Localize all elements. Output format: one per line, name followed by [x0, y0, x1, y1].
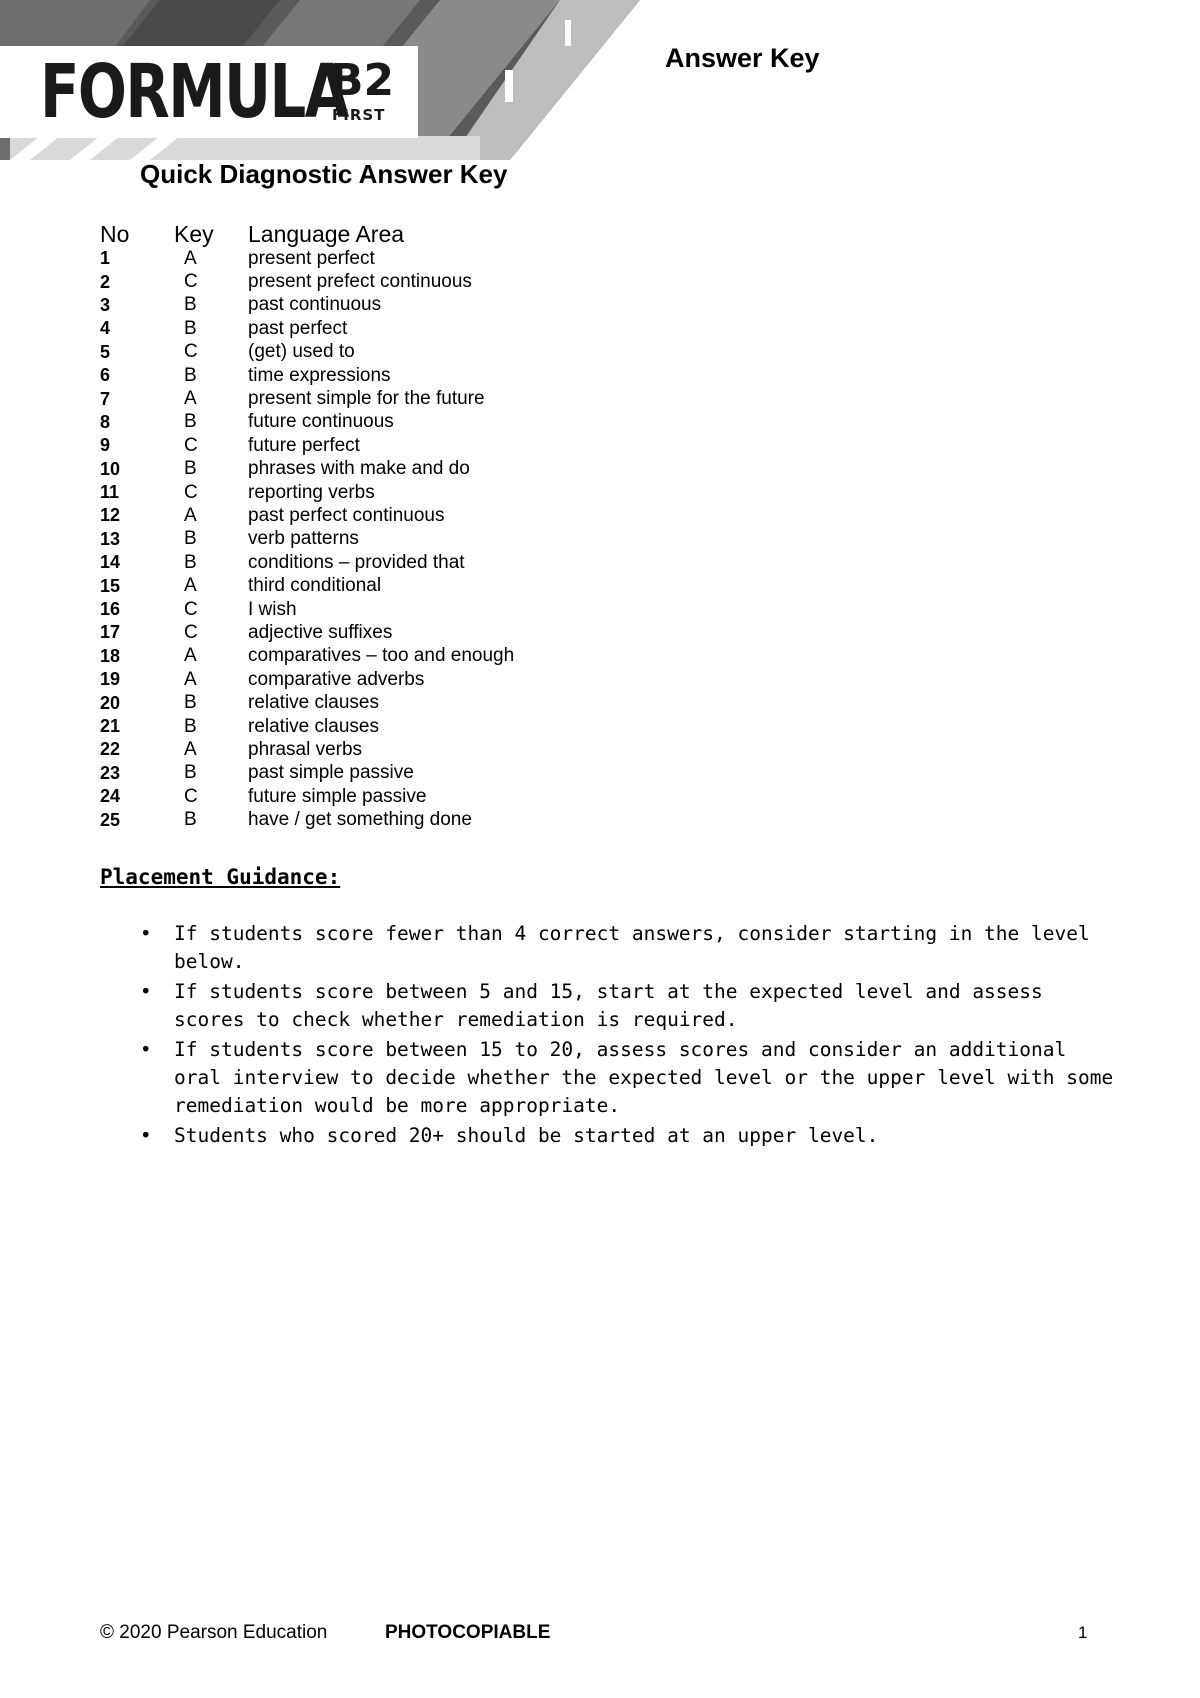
page-footer	[100, 1620, 1090, 1646]
row-key: A	[184, 668, 197, 690]
logo-exam: FIRST	[332, 106, 386, 124]
row-language-area: present prefect continuous	[248, 271, 472, 293]
row-key: A	[184, 504, 197, 526]
table-row	[100, 247, 514, 270]
header-banner	[0, 0, 640, 160]
table-row	[100, 364, 514, 387]
row-language-area: relative clauses	[248, 715, 379, 737]
row-key: C	[184, 271, 198, 293]
row-language-area: future simple passive	[248, 785, 427, 807]
table-row	[100, 645, 514, 668]
row-key: B	[184, 317, 197, 339]
row-number: 1	[100, 248, 111, 269]
row-language-area: past perfect continuous	[248, 504, 445, 526]
row-language-area: past continuous	[248, 294, 382, 316]
row-language-area: adjective suffixes	[248, 621, 393, 643]
table-row	[100, 621, 514, 644]
row-key: A	[184, 575, 197, 597]
row-number: 25	[100, 809, 121, 830]
row-language-area: verb patterns	[248, 528, 359, 550]
table-row	[100, 808, 514, 831]
document-label: Answer Key	[665, 43, 820, 73]
row-key: B	[184, 528, 197, 550]
row-number: 3	[100, 294, 111, 315]
row-number: 19	[100, 669, 121, 690]
row-number: 13	[100, 528, 121, 549]
row-number: 10	[100, 458, 121, 479]
row-number: 20	[100, 692, 121, 713]
column-header-key: Key	[174, 221, 214, 247]
row-key: B	[184, 294, 197, 316]
guidance-item-text: If students score between 5 and 15, start at the expected level and assess scores to check whether remediation is required.	[174, 980, 1043, 1031]
row-language-area: time expressions	[248, 364, 391, 386]
row-key: C	[184, 341, 198, 363]
table-row	[100, 785, 514, 808]
row-language-area: phrases with make and do	[248, 458, 470, 480]
guidance-item	[140, 978, 1120, 1034]
table-row	[100, 762, 514, 785]
row-key: B	[184, 411, 197, 433]
row-language-area: past simple passive	[248, 762, 414, 784]
row-key: B	[184, 692, 197, 714]
row-language-area: future continuous	[248, 411, 394, 433]
guidance-item	[140, 1036, 1120, 1120]
row-key: C	[184, 621, 198, 643]
footer-copyright: © 2020 Pearson Education	[100, 1622, 328, 1643]
row-key: B	[184, 762, 197, 784]
placement-guidance-list	[140, 920, 1120, 1152]
table-row	[100, 528, 514, 551]
row-number: 12	[100, 505, 121, 526]
table-row	[100, 598, 514, 621]
row-number: 4	[100, 318, 111, 339]
row-number: 7	[100, 388, 111, 409]
table-body	[100, 247, 514, 832]
guidance-item	[140, 920, 1120, 976]
bullet-icon: •	[140, 922, 152, 945]
guidance-item-text: Students who scored 20+ should be started at an upper level.	[174, 1124, 879, 1147]
page-number: 1	[1078, 1623, 1088, 1642]
bullet-icon: •	[140, 1038, 152, 1061]
bullet-icon: •	[140, 1124, 152, 1147]
row-number: 9	[100, 435, 111, 456]
table-row	[100, 551, 514, 574]
bullet-icon: •	[140, 980, 152, 1003]
table-row	[100, 317, 514, 340]
row-language-area: present perfect	[248, 247, 375, 269]
row-language-area: phrasal verbs	[248, 738, 363, 760]
table-row	[100, 504, 514, 527]
table-row	[100, 411, 514, 434]
row-language-area: have / get something done	[248, 809, 472, 831]
row-language-area: comparative adverbs	[248, 668, 425, 690]
row-key: B	[184, 551, 197, 573]
table-row	[100, 668, 514, 691]
row-language-area: reporting verbs	[248, 481, 375, 503]
table-row	[100, 387, 514, 410]
logo-wordmark: FORMULA	[40, 49, 348, 135]
row-language-area: comparatives – too and enough	[248, 645, 515, 667]
row-language-area: I wish	[248, 598, 297, 620]
row-language-area: conditions – provided that	[248, 551, 465, 573]
table-row	[100, 738, 514, 761]
row-number: 5	[100, 341, 111, 362]
logo-level: B2	[330, 55, 395, 106]
row-language-area: present simple for the future	[248, 388, 485, 410]
row-language-area: (get) used to	[248, 341, 355, 363]
answer-key-table	[100, 219, 514, 832]
row-key: C	[184, 785, 198, 807]
table-row	[100, 691, 514, 714]
row-key: B	[184, 364, 197, 386]
row-key: B	[184, 715, 197, 737]
row-key: B	[184, 809, 197, 831]
row-key: B	[184, 458, 197, 480]
row-key: C	[184, 598, 198, 620]
row-number: 18	[100, 645, 121, 666]
guidance-item-text: If students score between 15 to 20, assess scores and consider an additional oral interview to decide whether the expected level or the upper level with some remediation would be more appropriate.	[174, 1038, 1114, 1117]
row-number: 8	[100, 411, 111, 432]
table-row	[100, 481, 514, 504]
table-row	[100, 715, 514, 738]
row-number: 24	[100, 786, 121, 807]
footer-photocopiable-notice: PHOTOCOPIABLE	[385, 1622, 551, 1643]
table-row	[100, 294, 514, 317]
row-key: C	[184, 434, 198, 456]
row-number: 15	[100, 575, 121, 596]
table-row	[100, 341, 514, 364]
guidance-item-text: If students score fewer than 4 correct answers, consider starting in the level below.	[174, 922, 1090, 973]
row-key: A	[184, 645, 197, 667]
table-row	[100, 574, 514, 597]
table-header-row	[100, 219, 514, 247]
page-title: Quick Diagnostic Answer Key	[140, 159, 508, 189]
row-language-area: past perfect	[248, 317, 348, 339]
table-row	[100, 270, 514, 293]
column-header-no: No	[100, 221, 130, 247]
row-number: 23	[100, 762, 121, 783]
row-number: 2	[100, 271, 111, 292]
guidance-item	[140, 1122, 1120, 1150]
row-language-area: future perfect	[248, 434, 360, 456]
row-language-area: third conditional	[248, 575, 382, 597]
row-number: 22	[100, 739, 121, 760]
row-key: A	[184, 388, 197, 410]
row-number: 11	[100, 482, 120, 503]
row-key: A	[184, 247, 197, 269]
row-number: 21	[100, 716, 121, 736]
row-number: 14	[100, 552, 121, 573]
row-key: C	[184, 481, 198, 503]
row-number: 17	[100, 622, 121, 643]
table-row	[100, 434, 514, 457]
row-language-area: relative clauses	[248, 692, 379, 714]
column-header-language-area: Language Area	[248, 221, 405, 247]
row-number: 16	[100, 599, 121, 620]
row-key: A	[184, 738, 197, 760]
row-number: 6	[100, 365, 111, 386]
placement-guidance-heading: Placement Guidance:	[100, 865, 341, 889]
table-row	[100, 458, 514, 481]
